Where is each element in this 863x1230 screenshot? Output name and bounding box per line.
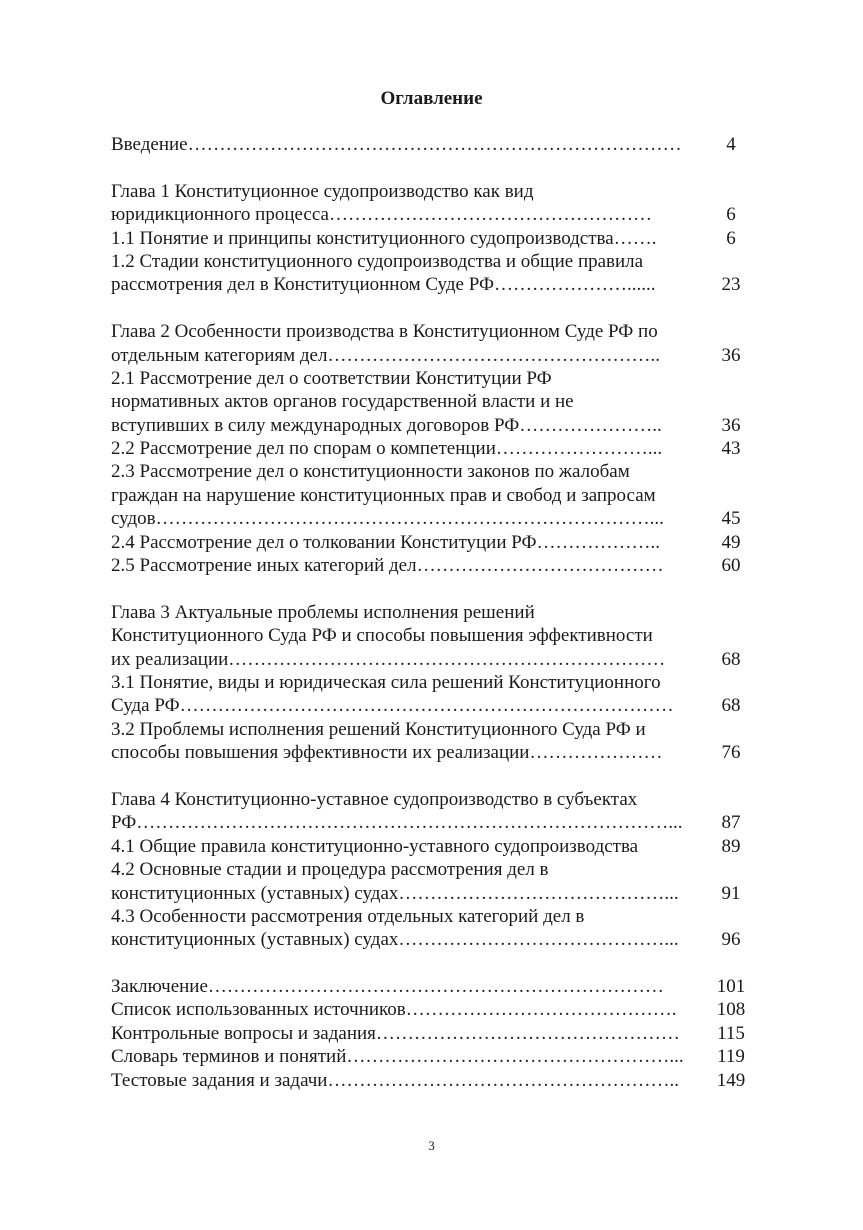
toc-entry-line	[111, 1069, 751, 1092]
toc-entry-page: 101	[716, 976, 746, 998]
toc-entry-text: Глава 2 Особенности производства в Конституционном Суде РФ по	[111, 321, 658, 343]
toc-entry-line	[111, 460, 751, 483]
toc-entry-line	[111, 835, 751, 858]
toc-entry[interactable]	[111, 718, 751, 765]
toc-entry-text: конституционных (уставных) судах……………………………………...	[111, 882, 679, 904]
toc-entry-page: 23	[721, 274, 741, 296]
toc-entry-line	[111, 928, 751, 951]
toc-entry-line	[111, 882, 751, 905]
toc-entry-text: Глава 3 Актуальные проблемы исполнения решений	[111, 601, 535, 623]
toc-entry-text: 1.2 Стадии конституционного судопроизводства и общие правила	[111, 250, 644, 272]
toc-entry-page: 91	[721, 882, 741, 904]
toc-entry-text: Суда РФ……………………………………………………………………	[111, 695, 674, 717]
toc-entry-page: 68	[721, 695, 741, 717]
toc-entry-text: 4.1 Общие правила конституционно-уставного судопроизводства	[111, 835, 639, 857]
toc-entry-text: конституционных (уставных) судах……………………………………...	[111, 929, 679, 951]
toc-entry-text: 2.2 Рассмотрение дел по спорам о компетенции……………………...	[111, 438, 663, 460]
toc-entry-line	[111, 905, 751, 928]
toc-entry-text: Конституционного Суда РФ и способы повышения эффективности	[111, 625, 653, 647]
toc-entry-line	[111, 320, 751, 343]
toc-entry[interactable]	[111, 1069, 751, 1092]
toc-entry-line	[111, 531, 751, 554]
section-gap	[111, 297, 751, 320]
toc-entry-line	[111, 390, 751, 413]
toc-entry-line	[111, 998, 751, 1021]
toc-entry-text: 1.1 Понятие и принципы конституционного судопроизводства…….	[111, 227, 657, 249]
toc-entry[interactable]	[111, 531, 751, 554]
toc-entry-line	[111, 250, 751, 273]
toc-entry-line	[111, 671, 751, 694]
toc-entry-line	[111, 227, 751, 250]
toc-entry-text: способы повышения эффективности их реализации…………………	[111, 742, 663, 764]
toc-entry-line	[111, 975, 751, 998]
toc-entry-page: 96	[721, 929, 741, 951]
toc-entry-page: 108	[716, 999, 746, 1021]
toc-entry[interactable]	[111, 788, 751, 835]
toc-entry-page: 87	[721, 812, 741, 834]
toc-entry-line	[111, 694, 751, 717]
toc-entry-text: юридикционного процесса……………………………………………	[111, 204, 652, 226]
toc-entry-page: 36	[721, 344, 741, 366]
toc-entry-text: 3.1 Понятие, виды и юридическая сила решений Конституционного	[111, 671, 661, 693]
toc-title: Оглавление	[380, 88, 483, 109]
toc-entry-page: 6	[726, 204, 736, 226]
toc-entry-line	[111, 858, 751, 881]
toc-entry-text: 4.2 Основные стадии и процедура рассмотрения дел в	[111, 859, 549, 881]
toc-entry-page: 49	[721, 531, 741, 553]
toc-entry-line	[111, 624, 751, 647]
toc-entry[interactable]	[111, 671, 751, 718]
toc-entry-text: граждан на нарушение конституционных прав и свобод и запросам	[111, 484, 656, 506]
toc-entry-page: 149	[716, 1069, 746, 1091]
page-number: 3	[428, 1138, 435, 1153]
toc-entry[interactable]	[111, 1045, 751, 1068]
toc-entry-text: судов……………………………………………………………………...	[111, 508, 664, 530]
toc-entry-text: их реализации……………………………………………………………	[111, 648, 666, 670]
section-gap	[111, 577, 751, 600]
toc-entry[interactable]	[111, 227, 751, 250]
toc-entry-page: 6	[726, 227, 736, 249]
toc-entry-text: Глава 4 Конституционно-уставное судопроизводство в субъектах	[111, 788, 638, 810]
toc-entry-line	[111, 601, 751, 624]
table-of-contents	[111, 133, 751, 1092]
toc-entry-text: Словарь терминов и понятий……………………………………………...	[111, 1046, 684, 1068]
toc-entry-line	[111, 718, 751, 741]
toc-entry-line	[111, 180, 751, 203]
toc-entry[interactable]	[111, 320, 751, 367]
toc-entry[interactable]	[111, 437, 751, 460]
toc-entry-text: вступивших в силу международных договоров РФ…………………..	[111, 414, 662, 436]
toc-entry-page: 119	[717, 1046, 745, 1068]
toc-entry-page: 43	[721, 438, 741, 460]
toc-entry[interactable]	[111, 905, 751, 952]
toc-entry[interactable]	[111, 998, 751, 1021]
toc-entry-page: 45	[721, 508, 741, 530]
toc-entry-line	[111, 344, 751, 367]
toc-entry-page: 60	[721, 555, 741, 577]
toc-entry-text: Контрольные вопросы и задания…………………………………………	[111, 1022, 680, 1044]
toc-entry-text: 2.1 Рассмотрение дел о соответствии Конституции РФ	[111, 367, 552, 389]
toc-entry[interactable]	[111, 133, 751, 156]
toc-entry-page: 89	[721, 835, 741, 857]
toc-entry-text: 2.3 Рассмотрение дел о конституционности законов по жалобам	[111, 461, 630, 483]
toc-entry-text: Введение……………………………………………………………………	[111, 134, 682, 155]
toc-entry-line	[111, 484, 751, 507]
toc-entry-text: отдельным категориям дел……………………………………………..	[111, 344, 660, 366]
toc-entry-page: 36	[721, 414, 741, 436]
toc-entry-page: 115	[717, 1022, 745, 1044]
toc-entry-page: 68	[721, 648, 741, 670]
toc-entry-text: Тестовые задания и задачи………………………………………………..	[111, 1069, 679, 1091]
toc-entry-text: нормативных актов органов государственной власти и не	[111, 391, 574, 413]
toc-entry-line	[111, 203, 751, 226]
toc-entry-text: рассмотрения дел в Конституционном Суде РФ…………………......	[111, 274, 656, 296]
toc-entry-page: 4	[726, 134, 736, 155]
toc-entry-text: Заключение………………………………………………………………	[111, 976, 664, 998]
toc-entry-page: 76	[721, 742, 741, 764]
toc-entry-line	[111, 273, 751, 296]
toc-entry-text: Список использованных источников…………………………………….	[111, 999, 677, 1021]
toc-entry-line	[111, 507, 751, 530]
toc-entry[interactable]	[111, 367, 751, 437]
toc-entry[interactable]	[111, 554, 751, 577]
toc-entry[interactable]	[111, 460, 751, 530]
toc-entry-line	[111, 788, 751, 811]
toc-entry-text: 3.2 Проблемы исполнения решений Конституционного Суда РФ и	[111, 718, 646, 740]
toc-entry-line	[111, 437, 751, 460]
toc-entry-line	[111, 648, 751, 671]
toc-entry[interactable]	[111, 835, 751, 858]
toc-entry[interactable]	[111, 250, 751, 297]
section-gap	[111, 156, 751, 179]
section-gap	[111, 765, 751, 788]
toc-entry-line	[111, 1045, 751, 1068]
toc-entry-text: 4.3 Особенности рассмотрения отдельных категорий дел в	[111, 905, 585, 927]
toc-entry[interactable]	[111, 975, 751, 998]
toc-entry[interactable]	[111, 601, 751, 671]
section-gap	[111, 952, 751, 975]
toc-entry-text: 2.5 Рассмотрение иных категорий дел…………………………………	[111, 555, 664, 577]
toc-entry-line	[111, 741, 751, 764]
toc-entry-line	[111, 811, 751, 834]
toc-entry[interactable]	[111, 858, 751, 905]
toc-entry-line	[111, 414, 751, 437]
toc-entry-line	[111, 554, 751, 577]
toc-entry-text: Глава 1 Конституционное судопроизводство как вид	[111, 180, 534, 202]
toc-entry[interactable]	[111, 1022, 751, 1045]
toc-entry-line	[111, 133, 751, 156]
toc-entry[interactable]	[111, 180, 751, 227]
toc-entry-line	[111, 1022, 751, 1045]
toc-entry-line	[111, 367, 751, 390]
toc-entry-text: РФ…………………………………………………………………………...	[111, 812, 683, 834]
toc-entry-text: 2.4 Рассмотрение дел о толковании Конституции РФ………………..	[111, 531, 661, 553]
